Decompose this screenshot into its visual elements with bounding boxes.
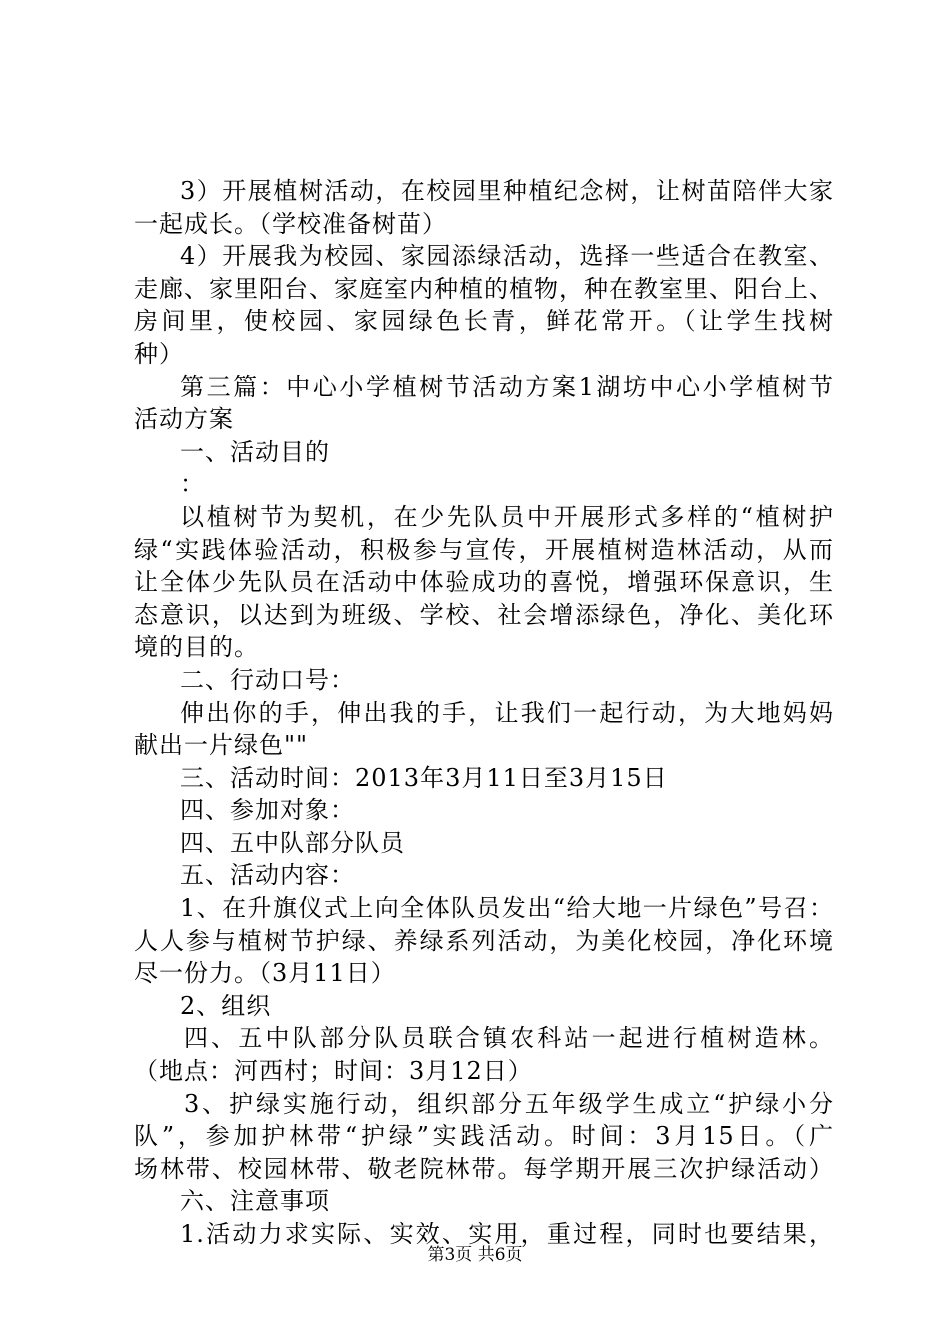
text-line: （地点：河西村；时间：3月12日）: [134, 1057, 533, 1086]
text-line: 场林带、校园林带、敬老院林带。每学期开展三次护绿活动）: [134, 1154, 834, 1183]
text-line: 一起成长。（学校准备树苗）: [134, 209, 447, 238]
text-line: 3）开展植树活动，在校园里种植纪念树，让树苗陪伴大家: [180, 177, 834, 205]
page-number-footer: 第3页 共6页: [427, 1245, 523, 1265]
text-line: 二、行动口号：: [180, 665, 355, 694]
text-line: 四、五中队部分队员: [180, 828, 405, 857]
text-line: 3、护绿实施行动，组织部分五年级学生成立“护绿小分: [184, 1089, 834, 1118]
text-line: 房间里，使校园、家园绿色长青，鲜花常开。（让学生找树: [134, 307, 834, 336]
text-line: 伸出你的手，伸出我的手，让我们一起行动，为大地妈妈: [180, 698, 834, 727]
document-body: [134, 175, 834, 1251]
text-line: 三、活动时间：2013年3月11日至3月15日: [180, 763, 668, 792]
text-line: 以植树节为契机，在少先队员中开展形式多样的“植树护: [180, 502, 834, 531]
text-line: 尽一份力。（3月11日）: [134, 959, 396, 988]
text-line: ：: [180, 470, 205, 499]
text-line: 1、在升旗仪式上向全体队员发出“给大地一片绿色”号召：: [180, 894, 834, 923]
text-line: 四、参加对象：: [180, 796, 355, 825]
text-line: 种）: [134, 339, 184, 368]
text-line: 六、注意事项: [180, 1187, 330, 1216]
text-line: 人人参与植树节护绿、养绿系列活动，为美化校园，净化环境: [134, 926, 834, 955]
text-line: 4）开展我为校园、家园添绿活动，选择一些适合在教室、: [180, 242, 834, 271]
text-line: 1.活动力求实际、实效、实用，重过程，同时也要结果，: [180, 1220, 834, 1248]
text-line: 让全体少先队员在活动中体验成功的喜悦，增强环保意识，生: [134, 568, 834, 597]
text-line: 献出一片绿色"": [134, 731, 309, 760]
text-line: 一、活动目的: [180, 437, 330, 466]
text-line: 走廊、家里阳台、家庭室内种植的植物，种在教室里、阳台上、: [134, 274, 834, 303]
text-line: 五、活动内容：: [180, 861, 355, 890]
text-line: 四、五中队部分队员联合镇农科站一起进行植树造林。: [184, 1024, 834, 1053]
section-heading: 活动方案: [134, 405, 234, 434]
section-heading: 第三篇：中心小学植树节活动方案1湖坊中心小学植树节: [180, 372, 834, 401]
text-line: 绿“实践体验活动，积极参与宣传，开展植树造林活动，从而: [134, 535, 834, 564]
text-line: 队”，参加护林带“护绿”实践活动。时间：3月15日。（广: [134, 1122, 834, 1151]
text-line: 态意识，以达到为班级、学校、社会增添绿色，净化、美化环: [134, 600, 834, 629]
text-line: 2、组织: [180, 991, 272, 1020]
text-line: 境的目的。: [134, 633, 259, 662]
